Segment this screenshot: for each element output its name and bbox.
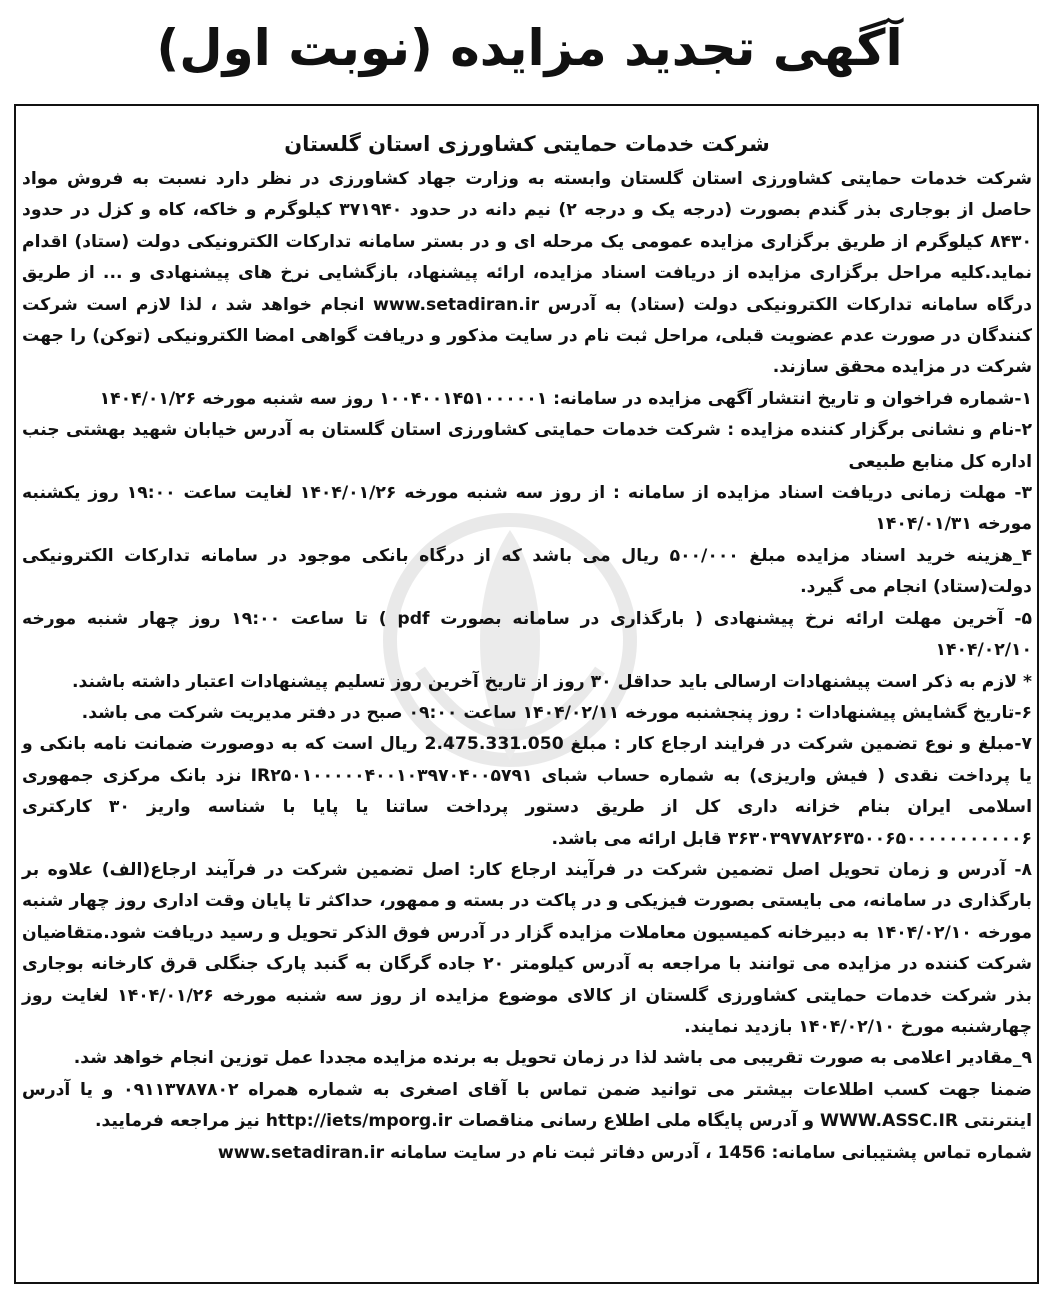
- item-7-text-end: نزد بانک مرکزی جمهوری اسلامی ایران بنام خزانه داری کل از طریق دستور پرداخت ساتنا یا پایا با شناسه واریز ۳۰ کارکتری ۳۶۳۰۳۹۷۷۸۲۶۳۵۰۰۶۵۰۰۰۰۰۰۰۰۰۰۰۶ قابل ارائه می باشد.: [22, 765, 1032, 849]
- iets-link[interactable]: http://iets/mporg.ir: [265, 1111, 453, 1132]
- contact-text-mid: و آدرس پایگاه ملی اطلاع رسانی مناقصات: [458, 1111, 815, 1132]
- support-line: [22, 1138, 1032, 1169]
- notice-body: [22, 126, 1032, 1169]
- item-9: ۹_مقادیر اعلامی به صورت تقریبی می باشد لذا در زمان تحویل به برنده مزایده مجددا عمل توزین انجام خواهد شد.: [73, 1048, 1032, 1069]
- contact-paragraph: [22, 1075, 1032, 1138]
- item-5: [22, 604, 1032, 667]
- sheba-number: IR۲۵۰۱۰۰۰۰۰۴۰۰۱۰۳۹۷۰۴۰۰۵۷۹۱: [250, 765, 533, 786]
- item-8: ۸- آدرس و زمان تحویل اصل تضمین شرکت در فرآیند ارجاع کار: اصل تضمین شرکت در فرآیند ارجاع(الف) علاوه بر بارگذاری در سامانه، می بایستی بصورت فیزیکی و در پاکت در بسته و ممهور، حداکثر تا پایان وقت اداری روز چهار شنبه مورخه ۱۴۰۴/۰۲/۱۰ به دبیرخانه کمیسیون معاملات مزایده گزار در آدرس فوق الذکر تحویل و رسید دریافت شود.متقاضیان شرکت کننده در مزایده می توانند با مراجعه به آدرس کیلومتر ۲۰ جاده گرگان به گنبد پارک جنگلی قرق کارخانه بوجاری بذر شرکت خدمات حمایتی کشاورزی گلستان از کالای موضوع مزایده از روز سه شنبه مورخه ۱۴۰۴/۰۱/۲۶ لغایت روز چهارشنبه مورخ ۱۴۰۴/۰۲/۱۰ بازدید نمایند.: [22, 859, 1032, 1037]
- item-6: ۶-تاریخ گشایش پیشنهادات : روز پنجشنبه مورخه ۱۴۰۴/۰۲/۱۱ ساعت ۰۹:۰۰ صبح در دفتر مدیریت شرکت می باشد.: [81, 702, 1032, 723]
- intro-paragraph: [22, 164, 1032, 384]
- contact-text-end: نیز مراجعه فرمایید.: [94, 1111, 260, 1132]
- notice-headline: آگهی تجدید مزایده (نوبت اول): [156, 19, 903, 77]
- item-5-note: * لازم به ذکر است پیشنهادات ارسالی باید حداقل ۳۰ روز از تاریخ آخرین روز تسلیم پیشنهادات اعتبار داشته باشند.: [72, 671, 1032, 692]
- item-3: ۳- مهلت زمانی دریافت اسناد مزایده از سامانه : از روز سه شنبه مورخه ۱۴۰۴/۰۱/۲۶ لغایت ساعت ۱۹:۰۰ روز یکشنبه مورخه ۱۴۰۴/۰۱/۳۱: [22, 483, 1033, 535]
- item-4: ۴_هزینه خرید اسناد مزایده مبلغ ۵۰۰/۰۰۰ ریال می باشد که از درگاه بانکی موجود در سامانه تدارکات الکترونیکی دولت(ستاد) انجام می گیرد.: [22, 545, 1032, 598]
- support-text-mid: ، آدرس دفاتر ثبت نام در سایت سامانه: [390, 1142, 712, 1163]
- support-text: شماره تماس پشتیبانی سامانه:: [771, 1142, 1032, 1163]
- assc-link[interactable]: WWW.ASSC.IR: [820, 1111, 959, 1132]
- support-number: 1456: [717, 1142, 766, 1163]
- item-7-text: ۷-مبلغ و نوع تضمین شرکت در فرایند ارجاع کار : مبلغ: [570, 734, 1033, 755]
- setad-link-footer[interactable]: www.setadiran.ir: [217, 1142, 385, 1163]
- setad-link[interactable]: www.setadiran.ir: [372, 294, 540, 315]
- item-7: [22, 729, 1032, 855]
- intro-text-continued: انجام خواهد شد ، لذا لازم است شرکت کنندگان در صورت عدم عضویت قبلی، مراحل ثبت نام در سایت مذکور و دریافت گواهی امضا الکترونیکی (توکن) را جهت شرکت در مزایده محقق سازند.: [22, 294, 1032, 378]
- item-1: ۱-شماره فراخوان و تاریخ انتشار آگهی مزایده در سامانه: ۱۰۰۴۰۰۱۴۵۱۰۰۰۰۰۱ روز سه شنبه مورخه ۱۴۰۴/۰۱/۲۶: [99, 388, 1032, 409]
- company-title: شرکت خدمات حمایتی کشاورزی استان گلستان: [284, 132, 770, 156]
- contact-text: ضمنا جهت کسب اطلاعات بیشتر می توانید ضمن تماس با آقای اصغری به شماره همراه ۰۹۱۱۳۷۸۷۸۰۲ و یا آدرس اینترنتی: [22, 1079, 1032, 1132]
- item-2: ۲-نام و نشانی برگزار کننده مزایده : شرکت خدمات حمایتی کشاورزی استان گلستان به آدرس خیابان شهید بهشتی جنب اداره کل منابع طبیعی: [22, 420, 1032, 472]
- item-5-text-end: ) تا ساعت ۱۹:۰۰ روز چهار شنبه مورخه ۱۴۰۴/۰۲/۱۰: [22, 608, 1032, 661]
- guarantee-amount: 2.475.331.050: [424, 734, 564, 755]
- item-5-text: ۵- آخرین مهلت ارائه نرخ پیشنهادی ( بارگذاری در سامانه بصورت: [440, 608, 1032, 629]
- item-7-text-mid: ریال است که به دوصورت ضمانت نامه بانکی و یا پرداخت نقدی ( فیش واریزی) به شماره حساب شبای: [22, 734, 1033, 786]
- item-5-pdf: pdf: [397, 608, 430, 629]
- intro-text: شرکت خدمات حمایتی کشاورزی استان گلستان وابسته به وزارت جهاد کشاورزی در نظر دارد نسبت به فروش مواد حاصل از بوجاری بذر گندم بصورت (درجه یک و درجه ۲) نیم دانه در حدود ۳۷۱۹۴۰ کیلوگرم و خاکه، کاه و کزل در حدود ۸۴۳۰ کیلوگرم از طریق برگزاری مزایده عمومی یک مرحله ای و در بستر سامانه تدارکات الکترونیکی دولت (ستاد) اقدام نماید.کلیه مراحل برگزاری مزایده از دریافت اسناد مزایده، ارائه پیشنهاد، بازگشایی نرخ های پیشنهادی و ... از طریق درگاه سامانه تدارکات الکترونیکی دولت (ستاد) به آدرس: [22, 169, 1033, 315]
